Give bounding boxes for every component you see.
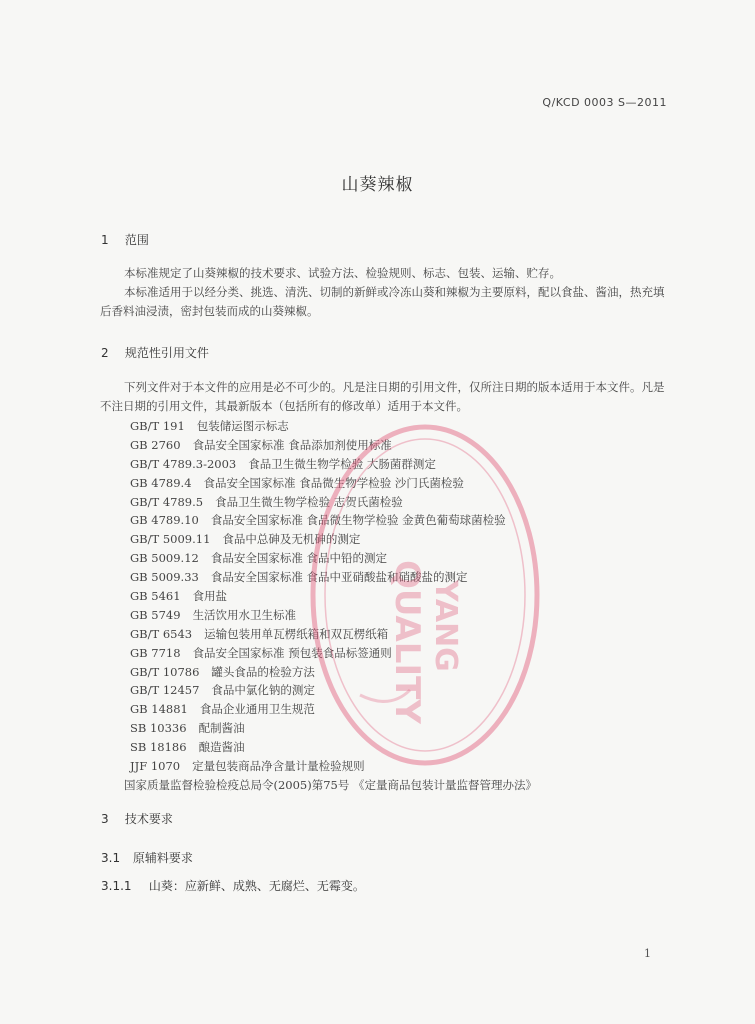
reference-code: GB 14881 (130, 702, 188, 717)
reference-item (130, 549, 537, 568)
section-title: 范围 (124, 233, 149, 247)
section-number: 2 (101, 346, 109, 360)
reference-code: GB/T 6543 (130, 626, 193, 641)
section-title: 原辅料要求 (132, 851, 193, 865)
reference-code: GB/T 5009.11 (130, 532, 211, 547)
reference-list (124, 417, 538, 795)
reference-name: 食品卫生微生物学检验 志贺氏菌检验 (215, 494, 403, 509)
reference-name: 食品中总砷及无机砷的测定 (222, 532, 361, 547)
reference-code: SB 10336 (130, 721, 187, 736)
reference-code: GB 4789.10 (130, 513, 199, 528)
reference-name: 食品安全国家标准 食品中亚硝酸盐和硝酸盐的测定 (210, 570, 468, 585)
reference-name: 食品中氯化钠的测定 (211, 683, 315, 698)
reference-item (130, 436, 537, 455)
reference-item (130, 493, 537, 512)
reference-code: GB/T 4789.3-2003 (130, 456, 237, 471)
reference-item (130, 663, 537, 682)
reference-name: 生活饮用水卫生标准 (192, 607, 297, 622)
reference-item (130, 606, 537, 625)
reference-name: 食用盐 (192, 589, 228, 604)
references-intro (100, 378, 665, 416)
section-number: 3.1.1 (101, 879, 132, 893)
reference-item (130, 417, 537, 436)
reference-item (130, 568, 537, 587)
svg-text:QUALITY: QUALITY (387, 560, 427, 724)
reference-code: GB/T 4789.5 (130, 494, 204, 509)
reference-name: 食品卫生微生物学检验 大肠菌群测定 (248, 456, 436, 471)
reference-code: JJF 1070 (130, 759, 181, 774)
reference-item (130, 681, 537, 700)
section-number: 1 (101, 233, 109, 247)
reference-name: 食品安全国家标准 食品微生物学检验 金黄色葡萄球菌检验 (210, 513, 506, 528)
section-heading-technical (101, 810, 173, 827)
section-title: 规范性引用文件 (124, 346, 209, 360)
reference-name: 运输包装用单瓦楞纸箱和双瓦楞纸箱 (204, 626, 389, 641)
reference-name: 食品安全国家标准 食品添加剂使用标准 (192, 437, 392, 452)
reference-name: 食品安全国家标准 食品中铅的测定 (210, 551, 388, 566)
reference-name: 食品安全国家标准 预包装食品标签通则 (192, 645, 392, 660)
svg-text:YANG: YANG (428, 580, 463, 672)
reference-item (130, 474, 537, 493)
reference-code: GB/T 191 (130, 419, 185, 433)
reference-item (130, 644, 537, 663)
reference-name: 食品企业通用卫生规范 (199, 702, 315, 717)
references-intro-text: 下列文件对于本文件的应用是必不可少的。凡是注日期的引用文件，仅所注日期的版本适用于本文件。凡是不注日期的引用文件，其最新版本（包括所有的修改单）适用于本文件。 (100, 380, 665, 413)
section-number: 3.1 (101, 851, 121, 865)
scope-paragraphs (100, 264, 665, 321)
reference-name: 罐头食品的检验方法 (211, 664, 315, 679)
standard-code: Q/KCD 0003 S—2011 (542, 96, 667, 109)
reference-item (130, 530, 537, 549)
reference-code: GB 5009.33 (130, 570, 199, 585)
reference-code: GB 5461 (130, 589, 181, 604)
section-number: 3 (101, 812, 109, 826)
section-heading-scope (101, 231, 149, 248)
reference-name: 配制酱油 (198, 721, 245, 736)
reference-name: 食品安全国家标准 食品微生物学检验 沙门氏菌检验 (203, 475, 464, 490)
reference-code: GB 2760 (130, 437, 181, 452)
reference-name: 包装储运图示标志 (196, 419, 289, 433)
reference-item (130, 587, 537, 606)
reference-code: GB 5749 (130, 607, 181, 622)
reference-item (130, 738, 537, 757)
reference-item (130, 625, 537, 644)
reference-code: GB/T 12457 (130, 683, 200, 698)
reference-code: SB 18186 (130, 740, 187, 755)
reference-item (130, 757, 537, 776)
section-heading-references (101, 344, 209, 361)
reference-code: GB/T 10786 (130, 664, 200, 679)
reference-item (130, 719, 537, 738)
clause-text: 山葵：应新鲜、成熟、无腐烂、无霉变。 (148, 879, 365, 893)
scope-paragraph-1: 本标准规定了山葵辣椒的技术要求、试验方法、检验规则、标志、包装、运输、贮存。 (124, 266, 561, 280)
page-number: 1 (644, 947, 651, 960)
reference-item (130, 700, 537, 719)
reference-code: GB 7718 (130, 645, 181, 660)
reference-item (130, 455, 537, 474)
reference-item (130, 511, 537, 530)
reference-code: GB 5009.12 (130, 551, 199, 566)
reference-name: 酿造酱油 (198, 740, 245, 755)
scope-paragraph-2: 本标准适用于以经分类、挑选、清洗、切制的新鲜或冷冻山葵和辣椒为主要原料，配以食盐、酱油，热充填后香料油浸渍，密封包装而成的山葵辣椒。 (100, 285, 665, 318)
subsection-heading-materials (101, 849, 193, 866)
reference-code: GB 4789.4 (130, 475, 192, 490)
reference-item-regulation: 国家质量监督检验检疫总局令(2005)第75号 《定量商品包装计量监督管理办法》 (124, 777, 538, 792)
document-title: 山葵辣椒 (341, 175, 414, 195)
section-title: 技术要求 (124, 812, 173, 826)
clause-3-1-1 (101, 877, 365, 894)
reference-name: 定量包装商品净含量计量检验规则 (192, 759, 365, 774)
